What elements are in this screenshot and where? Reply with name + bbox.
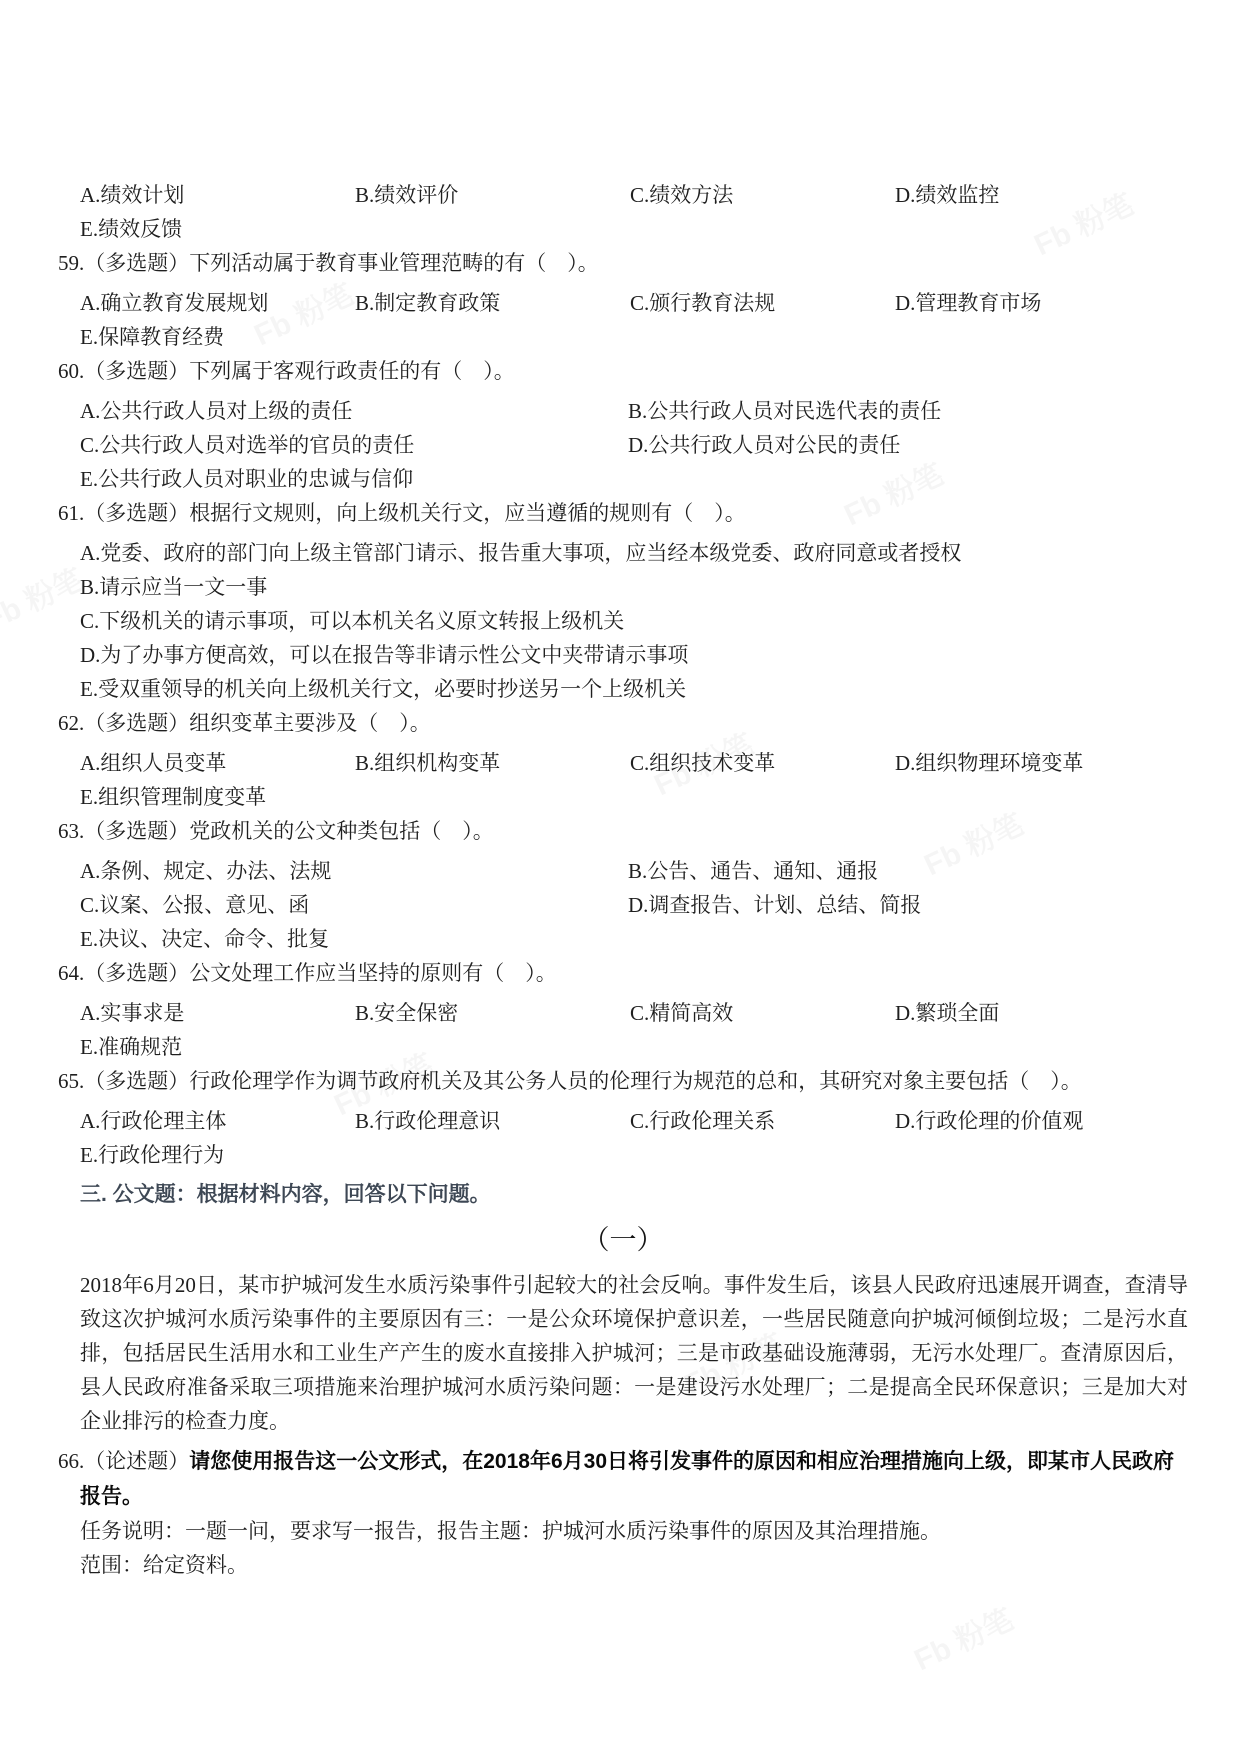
question-type-label: （多选题） (84, 359, 190, 383)
option: B.公共行政人员对民选代表的责任 (628, 399, 942, 423)
options-grid (58, 996, 1188, 1064)
option: E.准确规范 (80, 1035, 183, 1059)
question-number: 63. (58, 819, 85, 843)
watermark (906, 1595, 1020, 1679)
options-grid (58, 746, 1188, 814)
option: A.绩效计划 (80, 183, 185, 207)
question-type-label: （多选题） (84, 819, 190, 843)
option: A.行政伦理主体 (80, 1109, 227, 1133)
question-number: 65. (58, 1069, 85, 1093)
question-stem (58, 246, 1188, 280)
question-type-label: （多选题） (84, 1069, 190, 1093)
question-block (58, 1064, 1188, 1172)
question-type-label: （多选题） (84, 961, 190, 985)
option: A.组织人员变革 (80, 751, 227, 775)
option: C.行政伦理关系 (630, 1109, 776, 1133)
question-type-label: （多选题） (84, 501, 190, 525)
option: A.党委、政府的部门向上级主管部门请示、报告重大事项，应当经本级党委、政府同意或者授权 (80, 541, 962, 565)
option: B.行政伦理意识 (355, 1109, 501, 1133)
option: E.决议、决定、命令、批复 (80, 927, 330, 951)
option: D.组织物理环境变革 (895, 751, 1084, 775)
part-label: （一） (582, 1225, 664, 1255)
essay-notes (58, 1514, 1188, 1582)
question-type-label: （多选题） (84, 251, 190, 275)
option: E.绩效反馈 (80, 217, 183, 241)
question-text: 根据行文规则，向上级机关行文，应当遵循的规则有（ ）。 (189, 501, 746, 525)
options-grid (58, 536, 1188, 706)
option: D.绩效监控 (895, 183, 1000, 207)
option: D.繁琐全面 (895, 1001, 1000, 1025)
question-stem (58, 1064, 1188, 1098)
option: D.调查报告、计划、总结、简报 (628, 893, 922, 917)
question-text: 组织变革主要涉及（ ）。 (189, 711, 431, 735)
question-block (58, 814, 1188, 956)
options-grid (58, 394, 1188, 496)
option: E.公共行政人员对职业的忠诚与信仰 (80, 467, 414, 491)
option: D.公共行政人员对公民的责任 (628, 433, 901, 457)
options-grid (58, 1104, 1188, 1172)
section-heading: 三. 公文题：根据材料内容，回答以下问题。 (80, 1183, 491, 1206)
essay-note: 范围：给定资料。 (80, 1553, 248, 1577)
question-type-label: （多选题） (84, 711, 190, 735)
option: B.制定教育政策 (355, 291, 501, 315)
question-text: 行政伦理学作为调节政府机关及其公务人员的伦理行为规范的总和，其研究对象主要包括（ ）。 (189, 1069, 1082, 1093)
question-block (58, 496, 1188, 706)
option: A.确立教育发展规划 (80, 291, 269, 315)
options-grid (58, 286, 1188, 354)
option: E.受双重领导的机关向上级机关行文，必要时抄送另一个上级机关 (80, 677, 687, 701)
option: A.条例、规定、办法、法规 (80, 859, 332, 883)
question-number: 66. (58, 1449, 85, 1473)
option: C.下级机关的请示事项，可以本机关名义原文转报上级机关 (80, 609, 625, 633)
option: D.为了办事方便高效，可以在报告等非请示性公文中夹带请示事项 (80, 643, 689, 667)
option: B.安全保密 (355, 1001, 459, 1025)
question-type-label: （论述题） (84, 1449, 190, 1473)
question-stem (58, 706, 1188, 740)
question-number: 59. (58, 251, 85, 275)
option: E.保障教育经费 (80, 325, 225, 349)
question-stem (58, 814, 1188, 848)
option: C.组织技术变革 (630, 751, 776, 775)
option: D.管理教育市场 (895, 291, 1042, 315)
question-block (58, 956, 1188, 1064)
option: C.颁行教育法规 (630, 291, 776, 315)
question-block (58, 706, 1188, 814)
essay-question-block (58, 1444, 1188, 1582)
question-stem (58, 354, 1188, 388)
options-grid (58, 854, 1188, 956)
option: D.行政伦理的价值观 (895, 1109, 1084, 1133)
option: B.请示应当一文一事 (80, 575, 268, 599)
question-number: 61. (58, 501, 85, 525)
option: C.议案、公报、意见、函 (80, 893, 310, 917)
essay-note: 任务说明：一题一问，要求写一报告，报告主题：护城河水质污染事件的原因及其治理措施。 (80, 1519, 941, 1543)
option: C.精简高效 (630, 1001, 734, 1025)
question-text: 党政机关的公文种类包括（ ）。 (189, 819, 494, 843)
essay-question-stem (58, 1444, 1188, 1514)
question-list (58, 178, 1188, 1172)
option: C.绩效方法 (630, 183, 734, 207)
question-block (58, 246, 1188, 354)
question-number: 60. (58, 359, 85, 383)
essay-directive-text: 请您使用报告这一公文形式，在2018年6月30日将引发事件的原因和相应治理措施向上级，即某市人民政府报告。 (80, 1450, 1175, 1508)
material-paragraph: 2018年6月20日，某市护城河发生水质污染事件引起较大的社会反响。事件发生后，该县人民政府迅速展开调查，查清导致这次护城河水质污染事件的主要原因有三：一是公众环境保护意识差，一些居民随意向护城河倾倒垃圾；二是污水直排，包括居民生活用水和工业生产产生的废水直接排入护城河；三是市政基础设施薄弱，无污水处理厂。查清原因后，县人民政府准备采取三项措施来治理护城河水质污染问题：一是建设污水处理厂；二是提高全民环保意识；三是加大对企业排污的检查力度。 (80, 1273, 1188, 1433)
question-block (58, 178, 1188, 246)
question-block (58, 354, 1188, 496)
option: B.绩效评价 (355, 183, 459, 207)
option: E.行政伦理行为 (80, 1143, 225, 1167)
question-number: 64. (58, 961, 85, 985)
option: A.公共行政人员对上级的责任 (80, 399, 353, 423)
question-text: 下列属于客观行政责任的有（ ）。 (189, 359, 515, 383)
question-stem (58, 496, 1188, 530)
option: E.组织管理制度变革 (80, 785, 267, 809)
option: B.组织机构变革 (355, 751, 501, 775)
option: C.公共行政人员对选举的官员的责任 (80, 433, 415, 457)
options-grid (58, 178, 1188, 246)
option: B.公告、通告、通知、通报 (628, 859, 879, 883)
option: A.实事求是 (80, 1001, 185, 1025)
question-stem (58, 956, 1188, 990)
question-text: 下列活动属于教育事业管理范畴的有（ ）。 (189, 251, 599, 275)
question-number: 62. (58, 711, 85, 735)
question-text: 公文处理工作应当坚持的原则有（ ）。 (189, 961, 557, 985)
